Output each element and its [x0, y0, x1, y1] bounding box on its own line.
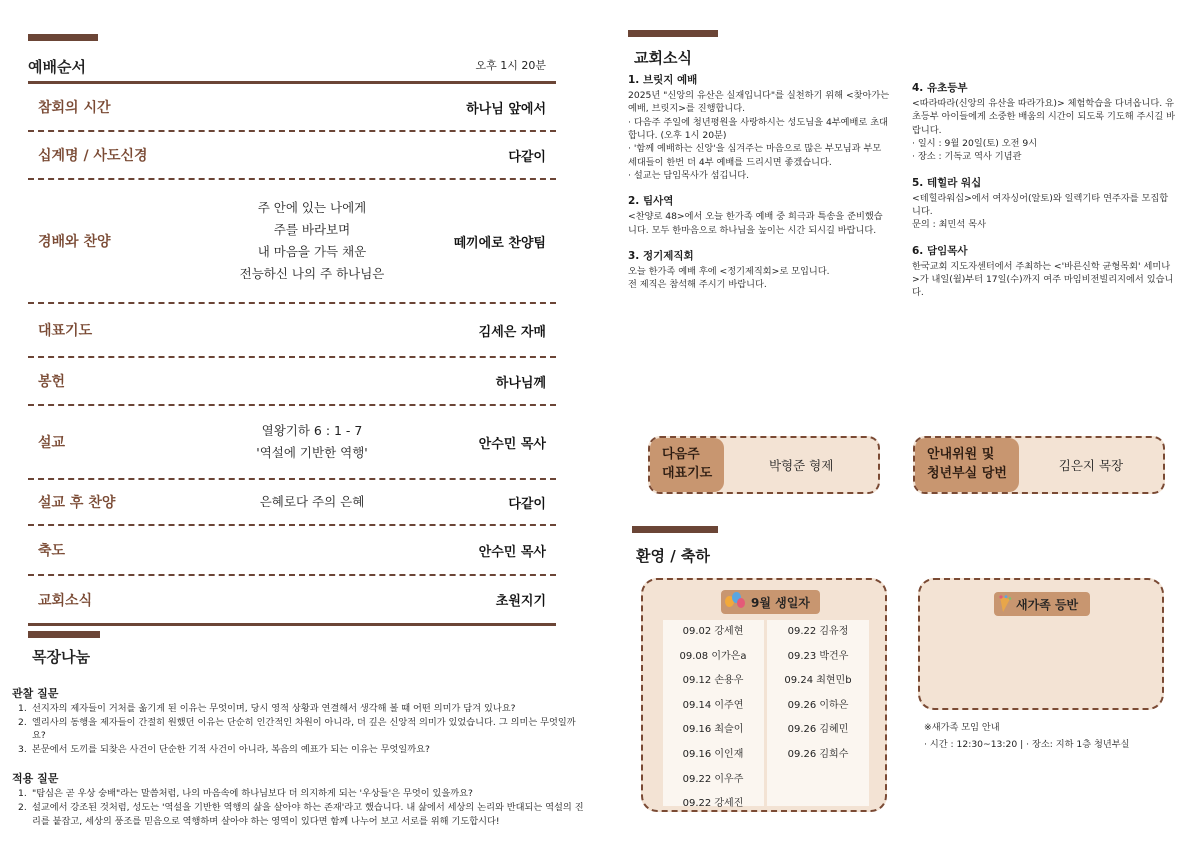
lyric-line: 주를 바라보며 [273, 222, 351, 238]
usher-duty-box [913, 436, 1165, 494]
next-prayer-name: 박형준 형제 [768, 458, 834, 473]
tag-line: 안내위원 및 [927, 447, 995, 463]
list-item: 09.16 최슬이 [682, 724, 744, 736]
list-item [18, 702, 588, 716]
list-item: 09.22 이우주 [682, 773, 744, 785]
worship-order-title: 예배순서 [28, 58, 86, 76]
order-label: 참회의 시간 [38, 100, 111, 116]
balloons-icon [725, 592, 747, 612]
order-leader: 하나님 앞에서 [466, 101, 546, 117]
order-content: 은혜로다 주의 은혜 [259, 494, 365, 510]
new-family-detail: · 시간 : 12:30~13:20 | · 장소: 지하 1층 청년부실 [924, 738, 1130, 750]
worship-order-table [28, 84, 556, 626]
section-accent-bar [632, 526, 718, 533]
list-item: 09.16 이인재 [682, 748, 744, 760]
church-news-section [628, 30, 1180, 299]
order-row [28, 526, 556, 576]
usher-duty-name: 김은지 목장 [1058, 458, 1124, 473]
lyric-line: 전능하신 나의 주 하나님은 [239, 265, 385, 281]
news-item [628, 193, 890, 237]
order-row [28, 180, 556, 304]
list-item [18, 787, 588, 801]
order-leader: 초원지기 [495, 594, 546, 609]
news-line: <따라따라(신앙의 유산을 따라가요)> 체험학습을 다녀옵니다. 유초등부 아이들에게 소중한 배움의 시간이 되도록 기도해 주시길 바랍니다. [912, 98, 1175, 136]
question-text: 본문에서 도끼를 되찾은 사건이 단순한 기적 사건이 아니라, 복음의 예표가 되는 이유는 무엇일까요? [32, 743, 430, 755]
observe-question-list [18, 702, 588, 756]
lyric-line: 내 마음을 가득 채운 [257, 244, 367, 259]
news-heading: 6. 담임목사 [912, 244, 968, 257]
news-line: · 다음주 주일에 청년평원을 사랑하시는 성도님을 4부예배로 초대합니다. (오후 1시 20분) [628, 116, 888, 142]
order-label: 경배와 찬양 [38, 234, 111, 250]
order-label: 축도 [38, 543, 66, 559]
list-item: 09.22 강세진 [682, 798, 744, 810]
news-line: 2025년 "신앙의 유산은 실재입니다"를 실천하기 위해 <찾아가는 예배, 브릿지>를 진행합니다. [628, 90, 890, 115]
news-line: <테힐라워십>에서 여자싱어(알토)와 일렉기타 연주자를 모집합니다. [912, 192, 1169, 218]
apply-question-list [18, 787, 588, 828]
birthday-title: 9월 생일자 [751, 595, 810, 610]
sermon-scripture: 열왕기하 6 : 1 - 7 [261, 423, 363, 439]
lyric-line: 주 안에 있는 나에게 [257, 200, 367, 216]
section-accent-bar [628, 30, 718, 37]
worship-time: 오후 1시 20분 [475, 59, 546, 72]
order-label: 설교 후 찬양 [38, 495, 116, 511]
order-row [28, 406, 556, 480]
birthday-box [641, 578, 887, 812]
list-item [18, 743, 588, 757]
news-item [628, 72, 890, 182]
news-column-right [912, 80, 1176, 311]
news-heading: 3. 정기제직회 [628, 250, 694, 263]
news-heading: 4. 유초등부 [912, 82, 968, 94]
small-group-section [12, 631, 588, 828]
apply-questions-heading: 적용 질문 [12, 772, 59, 786]
sermon-info [208, 420, 416, 464]
list-item: 09.02 강세현 [682, 626, 744, 637]
list-item: 09.26 이하은 [787, 699, 849, 711]
new-family-tag [994, 592, 1090, 616]
list-item: 09.08 이가은a [679, 650, 747, 662]
news-line: · 설교는 담임목사가 섬깁니다. [628, 170, 750, 182]
usher-duty-tag [915, 438, 1019, 492]
news-line: · '함께 예배하는 신앙'을 심겨주는 마음으로 많은 부모님과 부모 세대들이 한번 더 4부 예배를 드리시면 좋겠습니다. [628, 143, 882, 168]
order-label: 설교 [38, 435, 66, 451]
news-heading: 5. 테힐라 워십 [912, 176, 982, 189]
birthday-tag [721, 590, 820, 614]
question-number: 1. [18, 703, 27, 714]
question-number: 1. [18, 788, 27, 800]
new-family-box [918, 578, 1164, 710]
tag-line: 청년부실 당번 [927, 466, 1007, 481]
new-family-title: 새가족 등반 [1016, 597, 1079, 612]
worship-order-section [28, 34, 556, 626]
news-item [912, 80, 1176, 164]
question-text: 엘리사의 동행을 제자들이 간절히 원했던 이유는 단순히 인간적인 차원이 아니라, 더 깊은 신앙적 의미가 있었습니다. 그 의미는 무엇일까요? [32, 716, 576, 742]
question-number: 2. [18, 716, 27, 728]
birthday-column-1 [663, 620, 763, 817]
question-number: 2. [18, 802, 27, 814]
question-text: 선지자의 제자들이 거처를 옮기게 된 이유는 무엇이며, 당시 영적 상황과 연결해서 생각해 볼 때 어떤 의미가 담겨 있나요? [32, 703, 516, 714]
list-item: 09.23 박건우 [787, 650, 849, 662]
news-item [628, 248, 890, 292]
news-line: · 일시 : 9월 20일(토) 오전 9시 [912, 138, 1038, 150]
list-item: 09.12 손용우 [682, 675, 744, 687]
section-accent-bar [28, 631, 100, 638]
new-family-info [924, 720, 1174, 753]
news-line: 오늘 한가족 예배 후에 <정기제직회>로 모입니다. [628, 266, 830, 278]
order-label: 십계명 / 사도신경 [38, 148, 148, 164]
news-line: 전 제직은 참석해 주시기 바랍니다. [628, 279, 767, 291]
list-item: 09.26 김희수 [787, 748, 849, 760]
section-accent-bar [28, 34, 98, 41]
welcome-section [632, 526, 932, 566]
news-line: 한국교회 지도자센터에서 주최하는 <'바른신학 균형목회' 세미나>가 내일(월)부터 17일(수)까지 여주 마임비전빌리지에서 있습니다. [912, 260, 1174, 299]
list-item [18, 801, 588, 828]
new-family-note: ※새가족 모임 안내 [924, 722, 1000, 733]
news-line: <찬양로 48>에서 오늘 한가족 예배 중 희극과 특송을 준비했습니다. 모두 한마음으로 하나님을 높이는 시간 되시길 바랍니다. [628, 211, 883, 236]
welcome-title: 환영 / 축하 [636, 547, 710, 565]
list-item: 09.26 김혜민 [787, 724, 849, 736]
news-item [912, 243, 1176, 300]
question-number: 3. [18, 743, 27, 755]
order-leader: 김세은 자매 [478, 324, 546, 340]
party-cone-icon [998, 595, 1012, 613]
order-label: 봉헌 [38, 374, 66, 390]
question-text: 설교에서 강조된 것처럼, 성도는 '역설을 기반한 역행의 삶을 살아야 하는 존재'라고 했습니다. 내 삶에서 세상의 논리와 반대되는 역설의 진리를 붙잡고, 세상의 풍조를 믿음으로 역행하며 살아야 하는 영역이 있다면 함께 나누어 보고 서로를 위해 기도합시다! [32, 802, 584, 827]
question-text: "탐심은 곧 우상 숭배"라는 말씀처럼, 나의 마음속에 하나님보다 더 의지하게 되는 '우상들'은 무엇이 있을까요? [32, 788, 473, 800]
worship-order-header [28, 47, 556, 77]
order-leader: 다같이 [508, 149, 546, 165]
news-item [912, 175, 1176, 232]
list-item: 09.24 최현민b [784, 675, 852, 687]
order-leader: 떼끼에로 찬양팀 [453, 235, 546, 251]
order-row [28, 304, 556, 358]
order-leader: 안수민 목사 [478, 544, 546, 560]
order-row [28, 358, 556, 406]
order-row [28, 480, 556, 526]
order-row [28, 132, 556, 180]
order-leader: 하나님께 [495, 375, 546, 391]
list-item [18, 716, 588, 743]
next-prayer-box [648, 436, 880, 494]
news-line: · 장소 : 기독교 역사 기념관 [912, 151, 1022, 163]
order-leader: 안수민 목사 [478, 436, 546, 452]
song-lyrics [208, 197, 416, 285]
church-news-title: 교회소식 [634, 49, 692, 67]
next-prayer-tag [650, 438, 724, 492]
small-group-title: 목장나눔 [32, 648, 90, 666]
news-line: 문의 : 최민석 목사 [912, 219, 986, 231]
birthday-column-2 [767, 620, 869, 768]
tag-line: 대표기도 [662, 466, 713, 481]
news-heading: 2. 팀사역 [628, 195, 674, 208]
sermon-title: '역설에 기반한 역행' [256, 445, 368, 460]
order-label: 대표기도 [38, 323, 93, 339]
order-label: 교회소식 [38, 592, 93, 609]
order-row [28, 576, 556, 626]
list-item: 09.22 김유정 [787, 626, 849, 637]
order-row [28, 84, 556, 132]
observe-questions-heading: 관찰 질문 [12, 687, 59, 700]
news-column-left [628, 72, 890, 303]
list-item: 09.14 이주연 [682, 699, 744, 711]
news-heading: 1. 브릿지 예배 [628, 74, 698, 86]
birthday-list [663, 620, 869, 810]
order-leader: 다같이 [508, 496, 546, 512]
tag-line: 다음주 [662, 447, 700, 463]
